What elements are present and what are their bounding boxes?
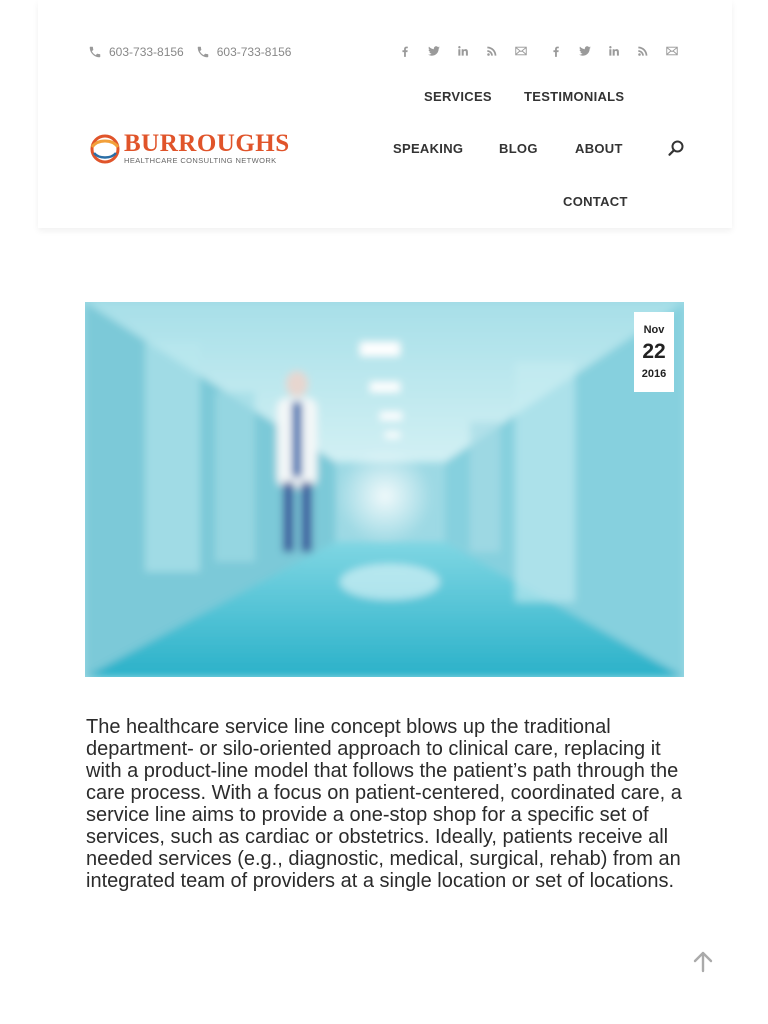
post-date-badge [634,312,674,392]
site-header [38,0,732,228]
logo-name: BURROUGHS [124,130,290,157]
contact-bar [88,42,303,62]
nav-blog[interactable]: BLOG [499,141,538,156]
nav-services[interactable]: SERVICES [424,89,492,104]
date-day: 22 [642,340,666,363]
phone-number: 603-733-8156 [109,45,184,59]
twitter-icon[interactable] [426,43,442,59]
logo-tagline: HEALTHCARE CONSULTING NETWORK [124,156,277,165]
phone-icon [88,45,102,59]
post-body-text: The healthcare service line concept blows up the traditional department- or silo-oriented approach to clinical care, replacing it with a product-line model that follows the patient’s path through the care process. With a focus on patient-centered, coordinated care, a service line aims to provide a one-stop shop for a specific set of services, such as cardiac or obstetrics. Ideally, patients receive all needed services (e.g., diagnostic, medical, surgical, rehab) from an integrated team of providers at a single location or set of locations. [86,716,682,892]
nav-about[interactable]: ABOUT [575,141,623,156]
nav-testimonials[interactable]: TESTIMONIALS [524,89,625,104]
linkedin-icon[interactable] [455,43,471,59]
logo-text [124,130,290,165]
date-month: Nov [643,324,665,336]
arrow-up-icon[interactable] [692,950,714,974]
phone-icon [196,45,210,59]
nav-speaking[interactable]: SPEAKING [393,141,464,156]
date-year: 2016 [641,368,667,380]
mail-icon[interactable] [513,43,529,59]
phone-link[interactable] [196,45,292,59]
social-links [397,43,542,59]
featured-image[interactable] [85,302,684,677]
site-logo[interactable] [88,130,290,165]
logo-mark-icon [88,133,122,165]
facebook-icon[interactable] [397,43,413,59]
phone-number: 603-733-8156 [216,45,292,59]
nav-contact[interactable]: CONTACT [563,194,628,209]
phone-link[interactable] [88,45,184,59]
twitter-icon[interactable] [577,43,593,59]
facebook-icon[interactable] [548,43,564,59]
hospital-corridor-image [85,302,684,677]
social-links [548,43,693,59]
search-icon[interactable] [667,139,685,157]
rss-icon[interactable] [484,43,500,59]
linkedin-icon[interactable] [606,43,622,59]
rss-icon[interactable] [635,43,651,59]
mail-icon[interactable] [664,43,680,59]
